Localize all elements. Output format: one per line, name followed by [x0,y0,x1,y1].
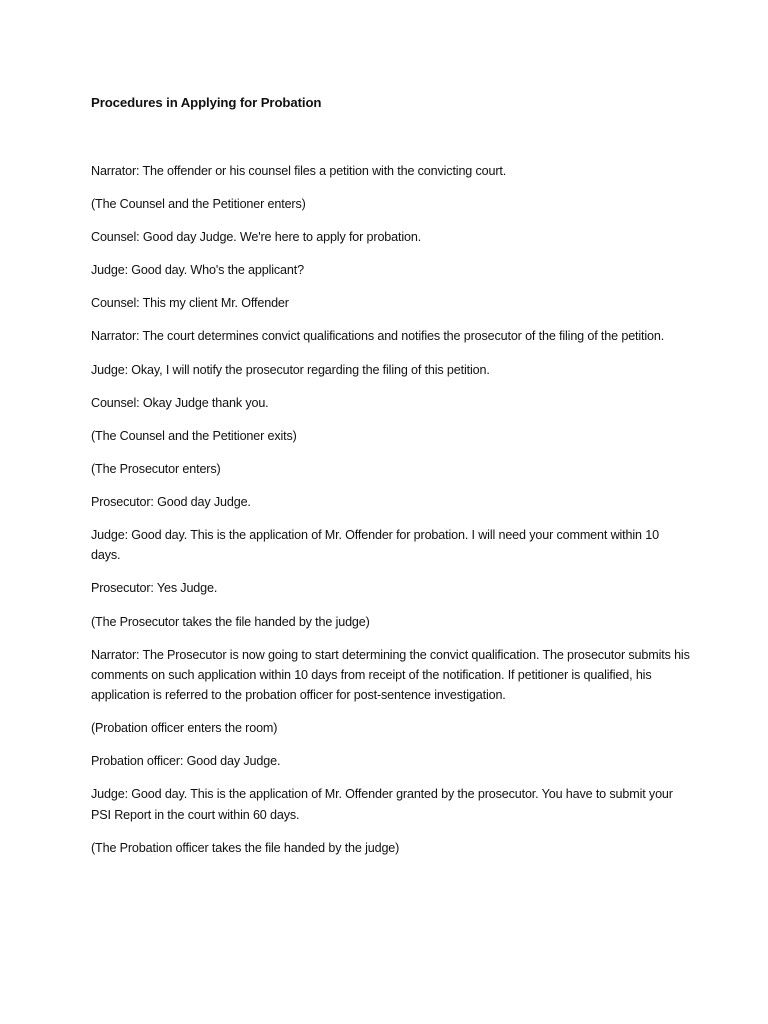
paragraph: Counsel: This my client Mr. Offender [91,296,289,311]
document-title: Procedures in Applying for Probation [91,95,322,110]
paragraph: (The Counsel and the Petitioner exits) [91,428,297,443]
paragraph: Judge: Good day. This is the application of Mr. Offender granted by the prosecutor. You have to submit your PSI Report in the court within 60 days. [91,787,673,822]
paragraph: Judge: Good day. This is the application of Mr. Offender for probation. I will need your comment within 10 days. [91,528,659,563]
paragraph: Judge: Okay, I will notify the prosecutor regarding the filing of this petition. [91,362,490,377]
paragraph: Prosecutor: Good day Judge. [91,494,251,509]
paragraph: (Probation officer enters the room) [91,721,278,736]
paragraph: Prosecutor: Yes Judge. [91,581,218,596]
paragraph: (The Counsel and the Petitioner enters) [91,197,306,212]
paragraph: Narrator: The Prosecutor is now going to start determining the convict qualification. The prosecutor submits his comments on such application within 10 days from receipt of the notification. If petitioner is qualified, his application is referred to the probation officer for post-sentence investigation. [91,647,690,703]
paragraph: Probation officer: Good day Judge. [91,754,281,769]
paragraph: Judge: Good day. Who's the applicant? [91,263,304,278]
paragraph: (The Prosecutor enters) [91,461,221,476]
paragraph: (The Probation officer takes the file handed by the judge) [91,840,400,855]
document-body [91,94,691,871]
paragraph: Counsel: Good day Judge. We're here to apply for probation. [91,230,422,245]
paragraph: Narrator: The offender or his counsel files a petition with the convicting court. [91,164,507,178]
paragraph: Counsel: Okay Judge thank you. [91,395,269,410]
paragraph: Narrator: The court determines convict qualifications and notifies the prosecutor of the filing of the petition. [91,329,665,344]
paragraph-list [91,161,691,858]
paragraph: (The Prosecutor takes the file handed by the judge) [91,614,370,629]
